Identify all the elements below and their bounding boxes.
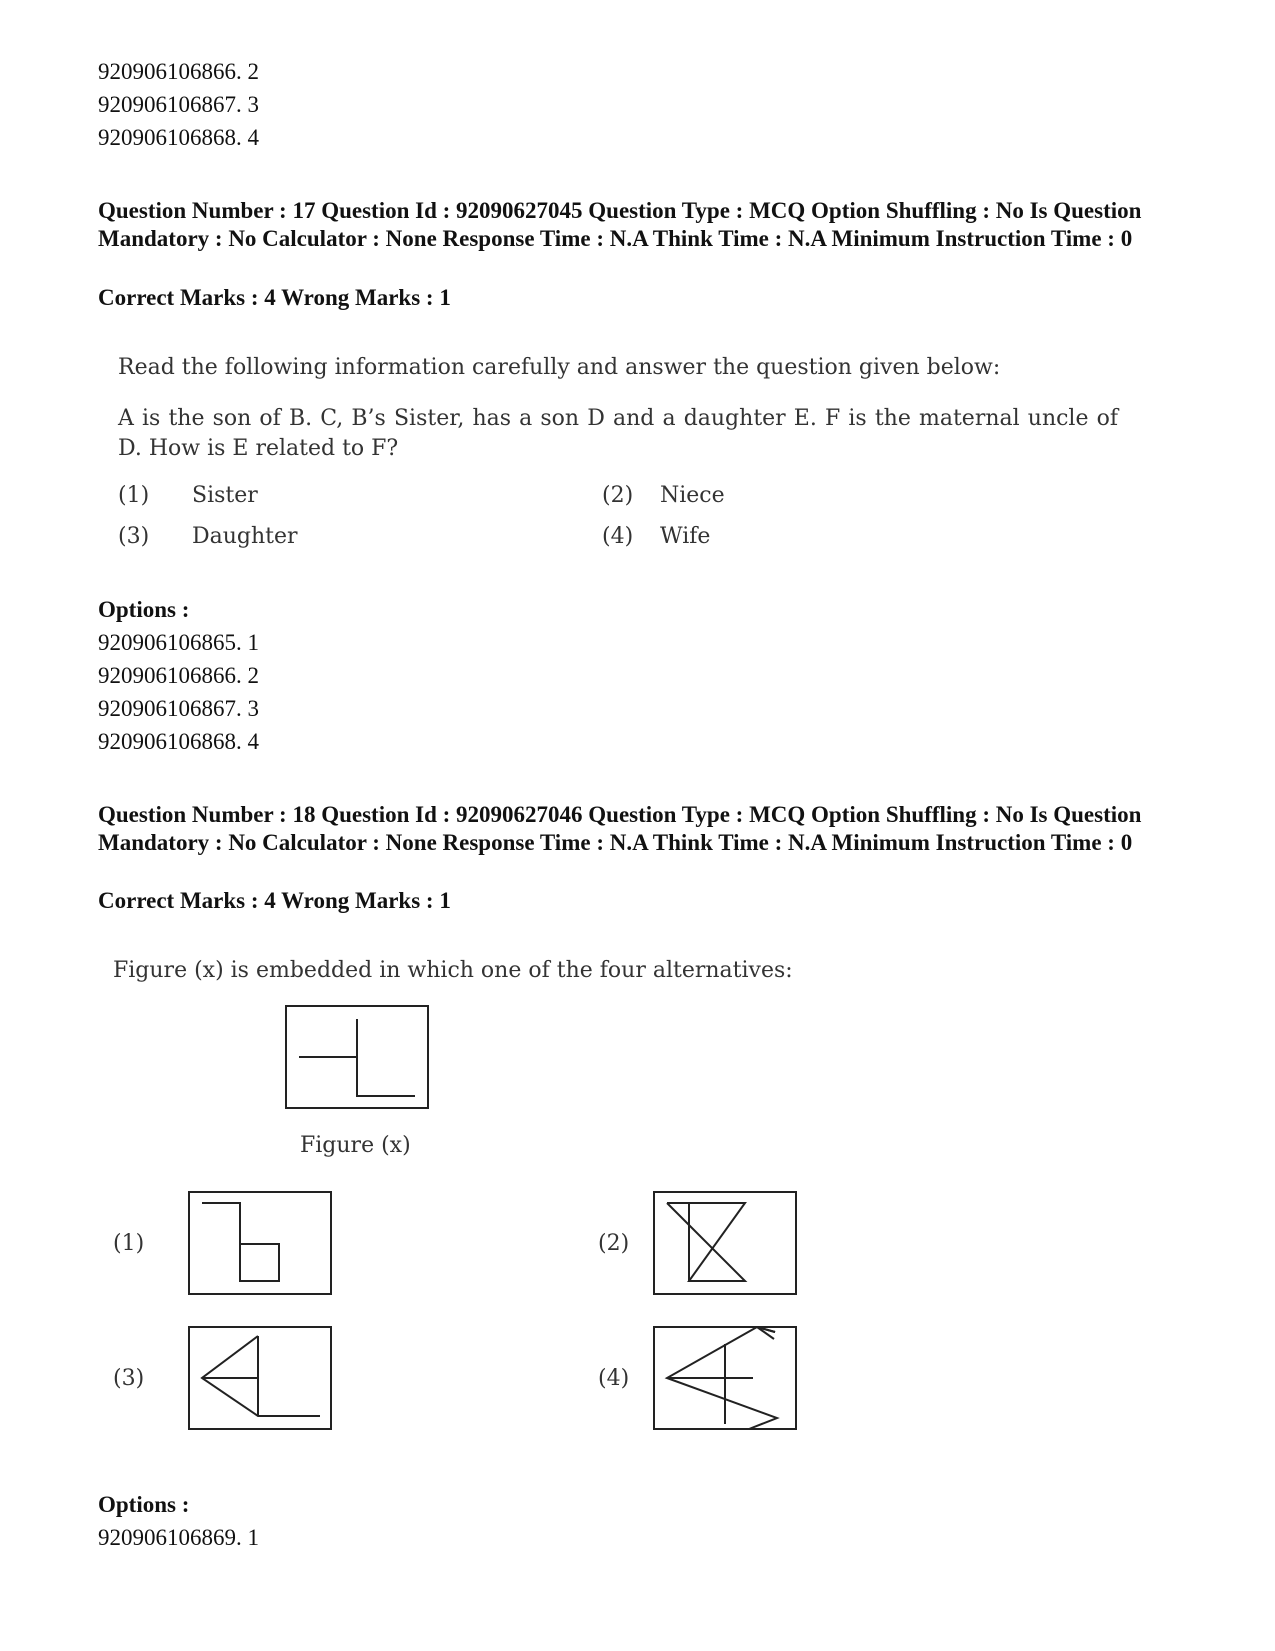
question-17-body: A is the son of B. C, B’s Sister, has a son D and a daughter E. F is the maternal uncle of D. How is E related to F? <box>118 406 1118 461</box>
choice-1-number: (1) <box>118 483 150 508</box>
choice-3-number: (3) <box>118 524 150 549</box>
choice-2-number: (2) <box>602 483 634 508</box>
question-17-meta: Question Number : 17 Question Id : 92090627045 Question Type : MCQ Option Shuffling : No Is Question Mandatory : No Calculator : None Response Time : N.A Think Time : N.A Minimum Instruction Time : 0 <box>98 198 1142 251</box>
choice-2-text: Niece <box>660 483 725 508</box>
option-line: 920906106869. 1 <box>98 1525 259 1550</box>
alternative-4-figure <box>653 1326 797 1430</box>
alternative-1-figure <box>188 1191 332 1295</box>
figure-x <box>285 1005 429 1109</box>
figure-x-caption: Figure (x) <box>300 1133 411 1158</box>
options-label: Options : <box>98 597 190 622</box>
question-17-marks: Correct Marks : 4 Wrong Marks : 1 <box>98 285 451 310</box>
alternative-4-number: (4) <box>598 1366 630 1391</box>
alternative-1-number: (1) <box>113 1231 145 1256</box>
option-line: 920906106868. 4 <box>98 729 259 754</box>
alternative-3-number: (3) <box>113 1366 145 1391</box>
option-line: 920906106866. 2 <box>98 59 259 84</box>
choice-4-number: (4) <box>602 524 634 549</box>
options-label: Options : <box>98 1492 190 1517</box>
option-line: 920906106867. 3 <box>98 92 259 117</box>
option-line: 920906106865. 1 <box>98 630 259 655</box>
question-17-intro: Read the following information carefully and answer the question given below: <box>118 355 1001 380</box>
question-18-marks: Correct Marks : 4 Wrong Marks : 1 <box>98 888 451 913</box>
choice-4-text: Wife <box>660 524 711 549</box>
alternative-2-number: (2) <box>598 1231 630 1256</box>
alternative-3-figure <box>188 1326 332 1430</box>
alternative-2-figure <box>653 1191 797 1295</box>
option-line: 920906106866. 2 <box>98 663 259 688</box>
question-18-meta: Question Number : 18 Question Id : 92090627046 Question Type : MCQ Option Shuffling : No Is Question Mandatory : No Calculator : None Response Time : N.A Think Time : N.A Minimum Instruction Time : 0 <box>98 802 1142 855</box>
option-line: 920906106868. 4 <box>98 125 259 150</box>
option-line: 920906106867. 3 <box>98 696 259 721</box>
choice-1-text: Sister <box>192 483 258 508</box>
question-18-prompt: Figure (x) is embedded in which one of the four alternatives: <box>113 958 793 983</box>
choice-3-text: Daughter <box>192 524 298 549</box>
